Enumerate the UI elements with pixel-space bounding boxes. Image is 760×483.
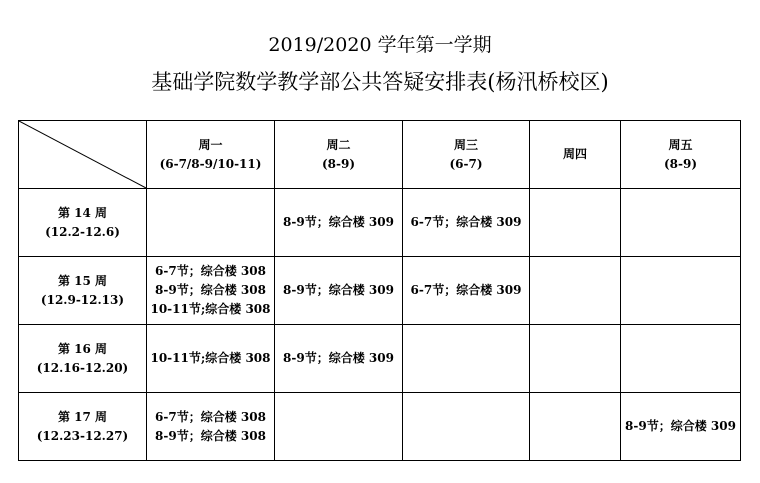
week-date-range: (12.9-12.13) [40,292,125,307]
slot-tuesday [275,325,403,393]
week-number: 第 14 周 [57,205,108,220]
slot-entry: 8-9节；综合楼 309 [283,283,394,297]
slot-friday [621,393,741,461]
week-number: 第 15 周 [57,273,108,288]
slot-friday [621,257,741,325]
slot-wednesday [403,393,530,461]
slot-entry: 10-11节;综合楼 308 [150,302,271,316]
week-number: 第 16 周 [57,341,108,356]
slot-tuesday [275,393,403,461]
week-label-cell [19,325,147,393]
slot-wednesday [403,325,530,393]
qa-schedule-table [18,120,741,461]
header-monday [147,121,275,189]
day-periods: (6-7/8-9/10-11) [159,156,262,171]
week-row-15 [19,257,741,325]
week-label-cell [19,189,147,257]
slot-monday [147,393,275,461]
header-tuesday [275,121,403,189]
week-date-range: (12.23-12.27) [36,428,129,443]
slot-thursday [530,393,621,461]
day-name: 周三 [453,137,478,152]
slot-entry: 6-7节；综合楼 309 [410,215,522,229]
slot-entry: 6-7节；综合楼 308 [155,264,266,278]
slot-entry: 8-9节；综合楼 309 [283,351,394,365]
slot-entry: 8-9节；综合楼 309 [625,419,736,433]
day-name: 周一 [198,137,223,152]
slot-thursday [530,257,621,325]
slot-friday [621,189,741,257]
header-row [19,121,741,189]
slot-monday [147,257,275,325]
week-label-cell [19,393,147,461]
week-label-cell [19,257,147,325]
slot-entry: 8-9节；综合楼 308 [155,283,266,297]
week-row-17 [19,393,741,461]
schedule-main-title: 基础学院数学教学部公共答疑安排表(杨汛桥校区) [151,70,609,94]
slot-tuesday [275,189,403,257]
week-row-14 [19,189,741,257]
slot-monday [147,189,275,257]
slot-entry: 6-7节；综合楼 308 [155,409,266,424]
slot-entry: 6-7节；综合楼 309 [410,283,522,297]
corner-header-cell [19,121,147,189]
day-name: 周四 [562,147,587,161]
slot-friday [621,325,741,393]
slot-wednesday [403,257,530,325]
day-periods: (8-9) [663,156,698,171]
header-thursday [530,121,621,189]
slot-entry: 10-11节;综合楼 308 [150,351,271,365]
day-name: 周五 [668,137,693,152]
slot-entry: 8-9节；综合楼 309 [283,215,394,229]
schedule-term-title: 2019/2020 学年第一学期 [268,34,492,56]
week-number: 第 17 周 [57,409,108,424]
week-date-range: (12.16-12.20) [36,360,129,375]
week-date-range: (12.2-12.6) [45,224,120,239]
header-friday [621,121,741,189]
slot-thursday [530,325,621,393]
diagonal-divider [19,121,146,188]
slot-tuesday [275,257,403,325]
day-periods: (6-7) [449,156,483,171]
week-row-16 [19,325,741,393]
slot-monday [147,325,275,393]
header-wednesday [403,121,530,189]
slot-thursday [530,189,621,257]
day-periods: (8-9) [321,156,356,171]
slot-wednesday [403,189,530,257]
day-name: 周二 [326,137,351,152]
slot-entry: 8-9节；综合楼 308 [155,428,266,443]
